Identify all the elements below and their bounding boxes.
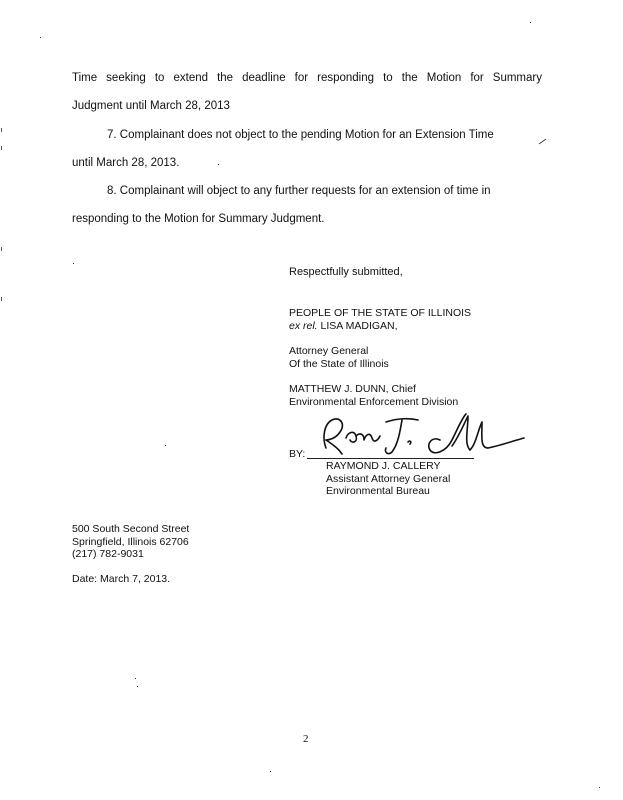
- ag-title-line-2: Of the State of Illinois: [289, 357, 389, 370]
- signer-block: [326, 460, 450, 498]
- chief-line-2: Environmental Enforcement Division: [289, 395, 459, 408]
- paragraph-6-line-2: Judgment until March 28, 2013: [72, 100, 230, 112]
- signer-title-1: Assistant Attorney General: [326, 472, 451, 485]
- signature-line: [307, 458, 474, 459]
- chief-block: [289, 383, 458, 408]
- scan-speck: [40, 37, 41, 38]
- chief-line-1: MATTHEW J. DUNN, Chief: [289, 383, 416, 395]
- scan-speck: [218, 164, 219, 165]
- paragraph-8-line-1: 8. Complainant will object to any further requests for an extension of time in: [107, 185, 491, 197]
- page-number: 2: [303, 733, 309, 745]
- ag-title-block: [289, 345, 389, 370]
- scan-mark: [1, 297, 2, 301]
- scan-speck: [530, 22, 531, 23]
- party-line-1: PEOPLE OF THE STATE OF ILLINOIS: [289, 307, 472, 319]
- ex-rel-label: ex rel.: [289, 319, 318, 332]
- paragraph-7-line-2: until March 28, 2013.: [72, 157, 180, 169]
- date-line: Date: March 7, 2013.: [72, 573, 171, 585]
- paragraph-6-line-1: Time seeking to extend the deadline for responding to the Motion for Summary: [72, 72, 542, 84]
- party-line-2: [289, 320, 471, 333]
- address-line-2: Springfield, Illinois 62706: [72, 535, 189, 548]
- scan-speck: [599, 787, 600, 788]
- by-label: BY:: [289, 448, 306, 460]
- scan-mark: [1, 128, 2, 132]
- address-phone: (217) 782-9031: [72, 548, 144, 560]
- scan-speck: [137, 686, 138, 687]
- closing: Respectfully submitted,: [289, 266, 403, 278]
- handwritten-signature: [312, 410, 527, 462]
- attorney-general-name: LISA MADIGAN,: [317, 319, 398, 332]
- scan-speck: [270, 771, 271, 772]
- scan-mark: [1, 146, 2, 150]
- ag-title-line-1: Attorney General: [289, 345, 369, 357]
- address-line-1: 500 South Second Street: [72, 523, 190, 535]
- signer-name: RAYMOND J. CALLERY: [326, 460, 441, 472]
- scan-mark: [1, 247, 2, 251]
- signer-title-2: Environmental Bureau: [326, 485, 430, 497]
- scan-speck: [73, 263, 74, 264]
- paragraph-7-line-1: 7. Complainant does not object to the pending Motion for an Extension Time: [107, 129, 494, 141]
- scan-tick: [538, 138, 548, 146]
- party-block: [289, 307, 471, 332]
- scan-speck: [165, 445, 166, 446]
- paragraph-8-line-2: responding to the Motion for Summary Judgment.: [72, 213, 325, 225]
- scan-speck: [135, 678, 136, 679]
- address-block: [72, 523, 189, 561]
